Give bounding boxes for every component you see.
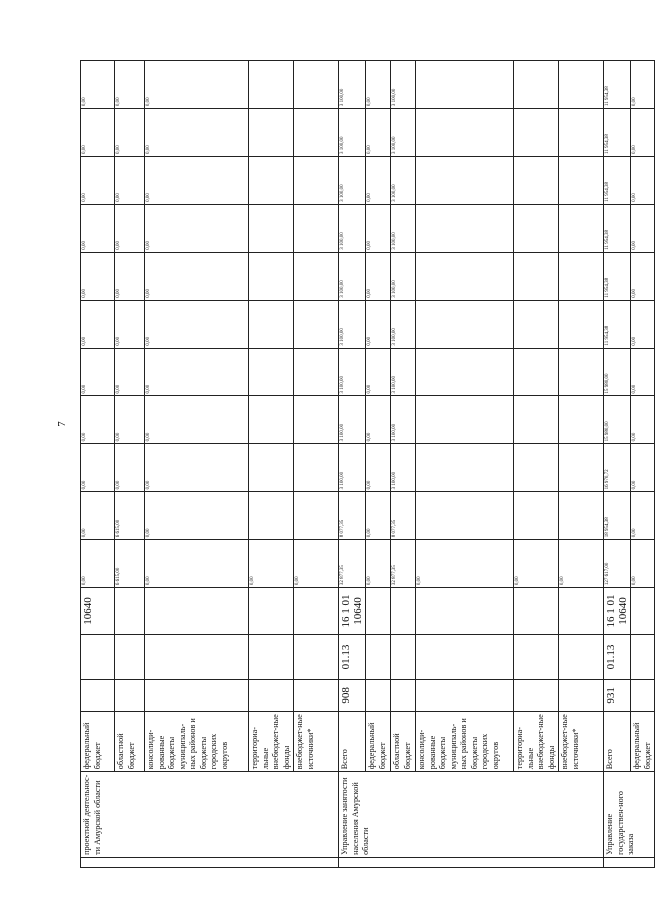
executor-name: Управление государствен-ного заказа	[604, 772, 655, 858]
grbs-code	[249, 680, 294, 712]
amount-cell: 3 100,00	[339, 109, 366, 157]
section-code	[145, 634, 249, 679]
amount-cell: 8 077,35	[391, 492, 416, 540]
amount-cell: 32 877,35	[391, 540, 416, 588]
amount-cell: 0,00	[145, 300, 249, 348]
amount-cell: 0,00	[631, 444, 655, 492]
table-row	[604, 61, 631, 868]
grbs-code	[514, 680, 559, 712]
amount-cell	[294, 396, 339, 444]
amount-cell: 0,00	[366, 109, 391, 157]
funding-source-label: Всего	[604, 711, 631, 772]
amount-cell: 0,00	[145, 444, 249, 492]
amount-cell: 3 100,00	[339, 204, 366, 252]
amount-cell: 3 100,00	[391, 300, 416, 348]
amount-cell	[416, 492, 514, 540]
amount-cell: 0,00	[81, 204, 115, 252]
amount-cell	[514, 156, 559, 204]
table-row	[145, 61, 249, 868]
amount-cell	[559, 252, 604, 300]
amount-cell: 16 970,72	[604, 444, 631, 492]
section-code	[559, 634, 604, 679]
amount-cell	[294, 156, 339, 204]
section-code	[514, 634, 559, 679]
amount-cell	[416, 156, 514, 204]
amount-cell	[294, 348, 339, 396]
amount-cell	[559, 348, 604, 396]
amount-cell	[294, 444, 339, 492]
amount-cell	[559, 492, 604, 540]
amount-cell: 0,00	[366, 492, 391, 540]
amount-cell: 0,00	[366, 204, 391, 252]
amount-cell	[249, 204, 294, 252]
amount-cell	[416, 61, 514, 109]
amount-cell: 0,00	[81, 396, 115, 444]
amount-cell: 0,00	[366, 252, 391, 300]
amount-cell: 0,00	[81, 61, 115, 109]
amount-cell: 0,00	[81, 252, 115, 300]
section-code	[416, 634, 514, 679]
funding-source-label: федеральный бюджет	[631, 711, 655, 772]
amount-cell	[559, 109, 604, 157]
section-code	[294, 634, 339, 679]
amount-cell: 0,00	[631, 348, 655, 396]
amount-cell: 3 100,00	[391, 396, 416, 444]
grbs-code	[81, 680, 115, 712]
grbs-code	[416, 680, 514, 712]
amount-cell: 3 100,00	[391, 204, 416, 252]
amount-cell: 3 100,00	[339, 444, 366, 492]
amount-cell: 0,00	[145, 204, 249, 252]
amount-cell: 0,00	[81, 444, 115, 492]
target-article-code	[115, 588, 145, 635]
section-code	[631, 634, 655, 679]
amount-cell: 0,00	[416, 540, 514, 588]
amount-cell: 0,00	[631, 252, 655, 300]
amount-cell: 0,00	[115, 156, 145, 204]
amount-cell	[559, 396, 604, 444]
target-article-code	[631, 588, 655, 635]
amount-cell: 0,00	[631, 492, 655, 540]
amount-cell	[416, 252, 514, 300]
amount-cell	[559, 300, 604, 348]
amount-cell: 0,00	[631, 156, 655, 204]
amount-cell: 0,00	[559, 540, 604, 588]
amount-cell: 11 954,38	[604, 156, 631, 204]
target-article-code	[391, 588, 416, 635]
table-row	[115, 61, 145, 868]
target-article-code	[145, 588, 249, 635]
amount-cell	[294, 109, 339, 157]
amount-cell	[294, 204, 339, 252]
section-code	[115, 634, 145, 679]
amount-cell: 3 100,00	[339, 396, 366, 444]
amount-cell: 3 100,00	[391, 348, 416, 396]
funding-source-label: областной бюджет	[391, 711, 416, 772]
section-code	[391, 634, 416, 679]
amount-cell: 0,00	[145, 156, 249, 204]
amount-cell: 3 100,00	[391, 252, 416, 300]
amount-cell: 0,00	[145, 109, 249, 157]
amount-cell: 0,00	[249, 540, 294, 588]
amount-cell: 11 954,38	[604, 300, 631, 348]
amount-cell: 0,00	[81, 300, 115, 348]
amount-cell	[514, 109, 559, 157]
amount-cell	[416, 300, 514, 348]
amount-cell: 0,00	[115, 109, 145, 157]
amount-cell: 0,00	[366, 300, 391, 348]
amount-cell: 127 617,00	[604, 540, 631, 588]
amount-cell	[249, 300, 294, 348]
amount-cell: 3 100,00	[339, 252, 366, 300]
funding-source-label: территориа-льные внебюджет-ные фонды	[249, 711, 294, 772]
amount-cell	[416, 109, 514, 157]
amount-cell	[249, 348, 294, 396]
amount-cell: 0,00	[145, 540, 249, 588]
table-row	[559, 61, 604, 868]
amount-cell: 0,00	[145, 492, 249, 540]
amount-cell: 6 615,00	[115, 540, 145, 588]
amount-cell	[294, 61, 339, 109]
amount-cell	[249, 252, 294, 300]
amount-cell	[416, 348, 514, 396]
target-article-code	[559, 588, 604, 635]
amount-cell	[559, 444, 604, 492]
executor-name: проектной деятельнос-ти Амурской области	[81, 772, 339, 858]
funding-source-label: консолиди-рованные бюджеты муниципаль-ных районов и бюджеты городских округов	[145, 711, 249, 772]
target-article-code	[416, 588, 514, 635]
table-row	[249, 61, 294, 868]
amount-cell: 0,00	[631, 204, 655, 252]
amount-cell: 0,00	[81, 540, 115, 588]
leading-blank-cell	[604, 857, 655, 867]
grbs-code	[391, 680, 416, 712]
table-row	[514, 61, 559, 868]
amount-cell: 8 077,35	[339, 492, 366, 540]
budget-table	[80, 60, 655, 868]
amount-cell: 0,00	[81, 492, 115, 540]
target-article-code	[249, 588, 294, 635]
amount-cell: 3 100,00	[391, 109, 416, 157]
section-code: 01.13	[339, 634, 366, 679]
amount-cell: 15 980,00	[604, 396, 631, 444]
table-row	[631, 61, 655, 868]
amount-cell: 0,00	[115, 61, 145, 109]
leading-blank-cell	[81, 857, 339, 867]
table-row	[416, 61, 514, 868]
section-code	[81, 634, 115, 679]
amount-cell	[294, 300, 339, 348]
funding-source-label: территориа-льные внебюджет-ные фонды	[514, 711, 559, 772]
section-code: 01.13	[604, 634, 631, 679]
amount-cell: 0,00	[366, 348, 391, 396]
amount-cell: 11 954,38	[604, 252, 631, 300]
amount-cell: 0,00	[631, 109, 655, 157]
section-code	[249, 634, 294, 679]
target-article-code: 16 1 01 10640	[339, 588, 366, 635]
amount-cell	[249, 156, 294, 204]
amount-cell	[559, 61, 604, 109]
amount-cell: 0,00	[366, 540, 391, 588]
amount-cell: 0,00	[366, 156, 391, 204]
amount-cell: 0,00	[514, 540, 559, 588]
amount-cell	[559, 156, 604, 204]
amount-cell: 18 954,38	[604, 492, 631, 540]
amount-cell: 3 100,00	[391, 444, 416, 492]
amount-cell: 3 100,00	[391, 61, 416, 109]
amount-cell: 3 100,00	[391, 156, 416, 204]
amount-cell	[514, 61, 559, 109]
amount-cell: 0,00	[631, 396, 655, 444]
table-row	[81, 61, 115, 868]
amount-cell: 0,00	[115, 348, 145, 396]
amount-cell: 3 100,00	[339, 156, 366, 204]
grbs-code	[366, 680, 391, 712]
amount-cell: 0,00	[81, 156, 115, 204]
amount-cell	[514, 204, 559, 252]
amount-cell: 0,00	[366, 61, 391, 109]
amount-cell: 11 954,38	[604, 109, 631, 157]
funding-source-label: областной бюджет	[115, 711, 145, 772]
amount-cell: 0,00	[81, 109, 115, 157]
amount-cell	[514, 492, 559, 540]
amount-cell: 0,00	[115, 204, 145, 252]
amount-cell: 3 100,00	[339, 348, 366, 396]
amount-cell: 0,00	[145, 252, 249, 300]
amount-cell	[559, 204, 604, 252]
amount-cell: 3 100,00	[339, 300, 366, 348]
amount-cell: 0,00	[631, 300, 655, 348]
grbs-code: 931	[604, 680, 631, 712]
amount-cell: 11 954,38	[604, 61, 631, 109]
amount-cell: 0,00	[115, 444, 145, 492]
amount-cell	[514, 444, 559, 492]
amount-cell: 0,00	[115, 252, 145, 300]
amount-cell	[416, 204, 514, 252]
amount-cell: 15 980,00	[604, 348, 631, 396]
funding-source-label: федеральный бюджет	[366, 711, 391, 772]
amount-cell: 11 954,38	[604, 204, 631, 252]
page-number: 7	[55, 421, 68, 427]
amount-cell	[294, 492, 339, 540]
grbs-code	[115, 680, 145, 712]
amount-cell	[514, 252, 559, 300]
funding-source-label: внебюджет-ные источники*	[294, 711, 339, 772]
amount-cell	[416, 444, 514, 492]
table-row	[339, 61, 366, 868]
amount-cell: 0,00	[366, 396, 391, 444]
executor-name: Управление занятости населения Амурской области	[339, 772, 604, 858]
funding-source-label: консолиди-рованные бюджеты муниципаль-ных районов и бюджеты городских округов	[416, 711, 514, 772]
grbs-code	[145, 680, 249, 712]
rotated-budget-table	[80, 60, 652, 868]
grbs-code	[559, 680, 604, 712]
amount-cell: 0,00	[115, 300, 145, 348]
amount-cell: 32 877,35	[339, 540, 366, 588]
target-article-code	[294, 588, 339, 635]
amount-cell: 0,00	[81, 348, 115, 396]
target-article-code	[366, 588, 391, 635]
grbs-code	[294, 680, 339, 712]
target-article-code: 10640	[81, 588, 115, 635]
funding-source-label: федеральный бюджет	[81, 711, 115, 772]
amount-cell: 0,00	[145, 348, 249, 396]
grbs-code: 908	[339, 680, 366, 712]
amount-cell	[249, 396, 294, 444]
amount-cell	[249, 444, 294, 492]
amount-cell	[416, 396, 514, 444]
amount-cell: 0,00	[631, 61, 655, 109]
target-article-code: 16 1 01 10640	[604, 588, 631, 635]
amount-cell	[514, 300, 559, 348]
amount-cell	[514, 396, 559, 444]
table-row	[366, 61, 391, 868]
table-row	[294, 61, 339, 868]
amount-cell: 0,00	[145, 61, 249, 109]
amount-cell: 0,00	[294, 540, 339, 588]
amount-cell	[514, 348, 559, 396]
amount-cell	[249, 61, 294, 109]
grbs-code	[631, 680, 655, 712]
target-article-code	[514, 588, 559, 635]
amount-cell	[294, 252, 339, 300]
amount-cell: 3 100,00	[339, 61, 366, 109]
amount-cell: 0,00	[366, 444, 391, 492]
amount-cell: 0,00	[145, 396, 249, 444]
amount-cell	[249, 109, 294, 157]
section-code	[366, 634, 391, 679]
amount-cell: 0,00	[631, 540, 655, 588]
funding-source-label: Всего	[339, 711, 366, 772]
amount-cell	[249, 492, 294, 540]
amount-cell: 6 615,00	[115, 492, 145, 540]
table-row	[391, 61, 416, 868]
amount-cell: 0,00	[115, 396, 145, 444]
funding-source-label: внебюджет-ные источники*	[559, 711, 604, 772]
leading-blank-cell	[339, 857, 604, 867]
